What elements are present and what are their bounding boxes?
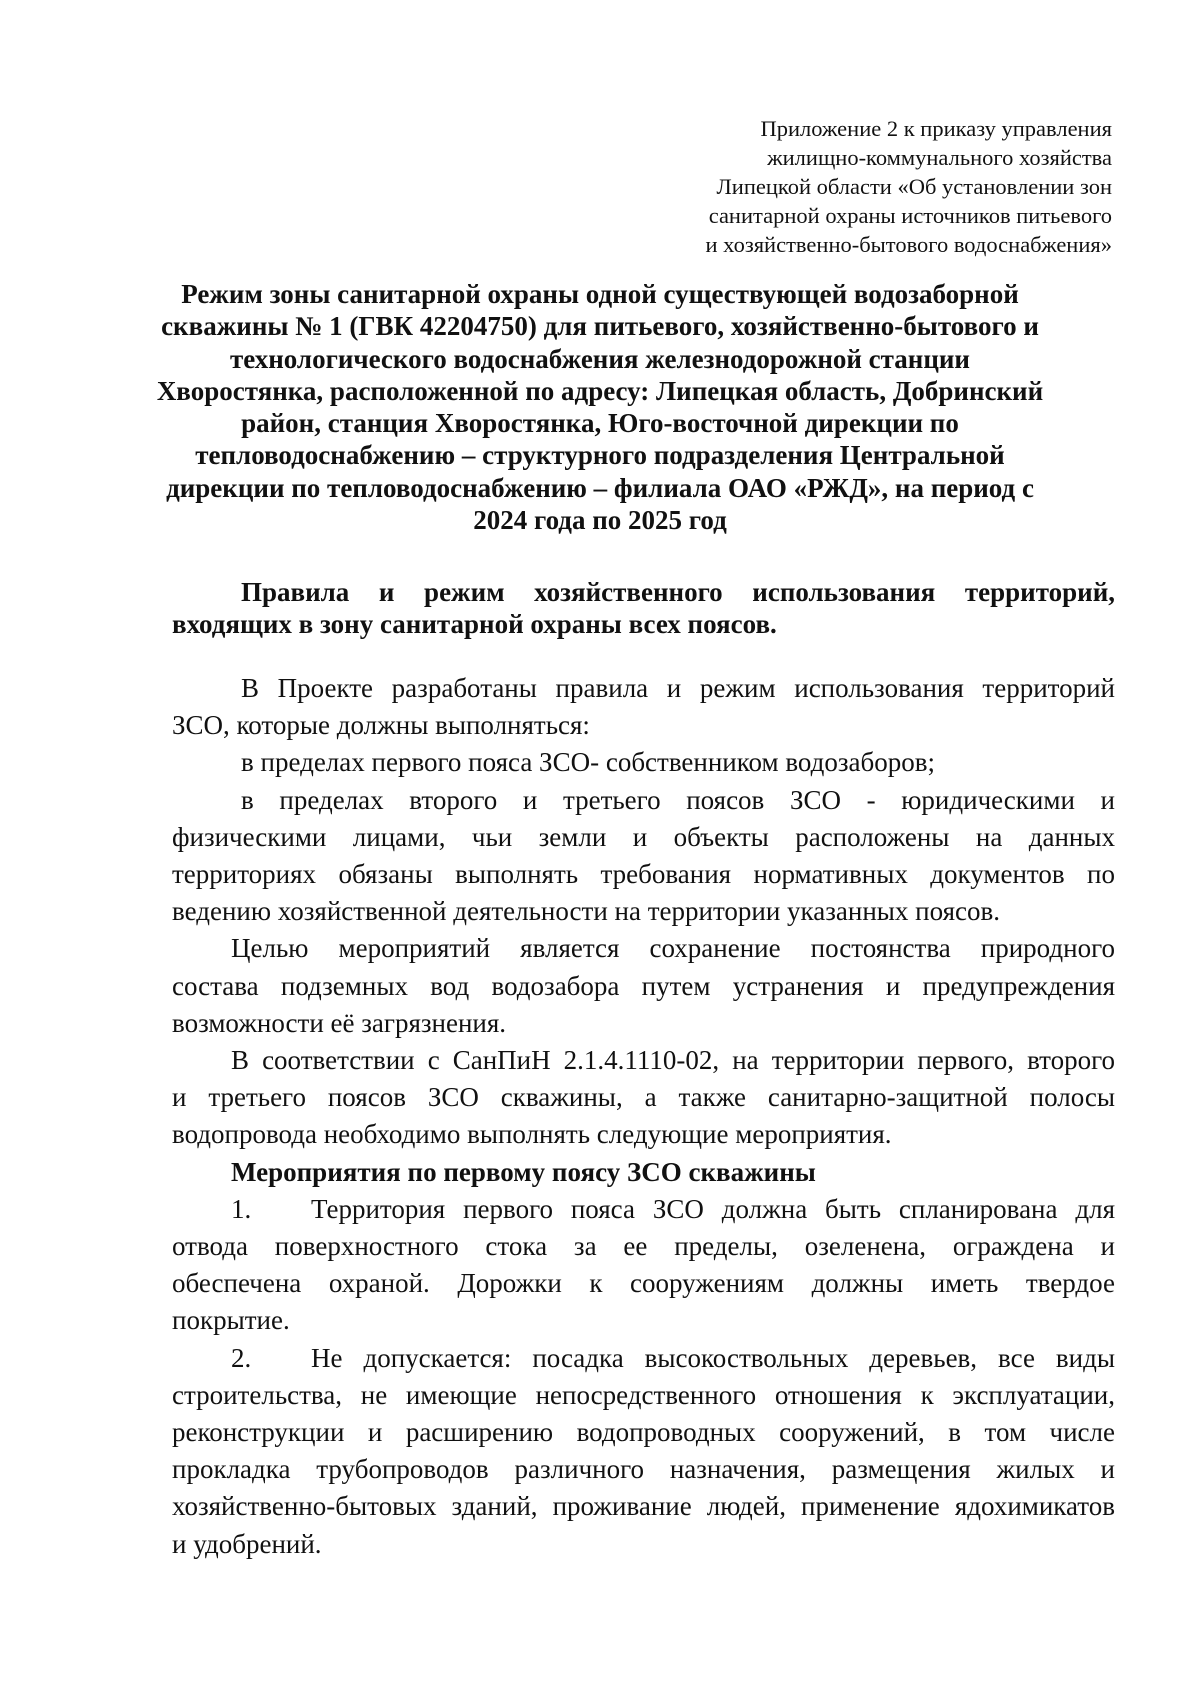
title-line: 2024 года по 2025 год <box>473 505 727 536</box>
paragraph-line: в пределах первого пояса ЗСО- собственником водозаборов; <box>241 747 935 778</box>
section-heading: Мероприятия по первому поясу ЗСО скважины <box>231 1156 816 1187</box>
paragraph-line: в пределах второго и третьего поясов ЗСО - юридическими и <box>241 784 1115 815</box>
title-line: скважины № 1 (ГВК 42204750) для питьевого, хозяйственно-бытового и <box>161 311 1039 342</box>
subtitle-line: Правила и режим хозяйственного использования территорий, <box>241 577 1115 607</box>
paragraph-line: строительства, не имеющие непосредственного отношения к эксплуатации, <box>172 1379 1115 1410</box>
appendix-line: и хозяйственно-бытового водоснабжения» <box>705 232 1112 257</box>
list-item-number: 1. <box>231 1193 252 1224</box>
title-line: дирекции по тепловодоснабжению – филиала ОАО «РЖД», на период с <box>166 472 1034 503</box>
title-line: район, станция Хворостянка, Юго-восточной дирекции по <box>241 408 959 439</box>
appendix-line: Липецкой области «Об установлении зон <box>716 174 1112 199</box>
document-body <box>172 670 1115 1563</box>
paragraph-line: водопровода необходимо выполнять следующие мероприятия. <box>172 1119 892 1150</box>
list-item-number: 2. <box>231 1342 252 1373</box>
paragraph-line: и удобрений. <box>172 1528 322 1559</box>
paragraph-line: обеспечена охраной. Дорожки к сооружениям должны иметь твердое <box>172 1268 1115 1299</box>
paragraph-line: прокладка трубопроводов различного назначения, размещения жилых и <box>172 1454 1115 1485</box>
title-line: тепловодоснабжению – структурного подразделения Центральной <box>195 440 1005 471</box>
appendix-note <box>592 114 1112 259</box>
paragraph-line: ведению хозяйственной деятельности на территории указанных поясов. <box>172 896 1001 927</box>
title-line: технологического водоснабжения железнодорожной станции <box>230 343 970 374</box>
paragraph-line: хозяйственно-бытовых зданий, проживание людей, применение ядохимикатов <box>172 1491 1115 1522</box>
list-item-first-line <box>172 1191 1115 1228</box>
list-item-text: Не допускается: посадка высокоствольных деревьев, все виды <box>311 1342 1115 1373</box>
paragraph-line: и третьего поясов ЗСО скважины, а также санитарно-защитной полосы <box>172 1082 1115 1113</box>
list-item-text: Территория первого пояса ЗСО должна быть спланирована для <box>311 1193 1115 1224</box>
paragraph-line: В соответствии с СанПиН 2.1.4.1110-02, на территории первого, второго <box>231 1045 1115 1076</box>
paragraph-line: состава подземных вод водозабора путем устранения и предупреждения <box>172 970 1115 1001</box>
paragraph-line: В Проекте разработаны правила и режим использования территорий <box>241 673 1115 703</box>
paragraph-line: Целью мероприятий является сохранение постоянства природного <box>231 933 1115 964</box>
paragraph-line: ЗСО, которые должны выполняться: <box>172 710 590 741</box>
title-line: Хворостянка, расположенной по адресу: Липецкая область, Добринский <box>156 375 1044 406</box>
paragraph-line: покрытие. <box>172 1305 290 1336</box>
document-title <box>150 278 1050 536</box>
section-subtitle <box>172 576 1115 640</box>
appendix-line: жилищно-коммунального хозяйства <box>767 145 1112 170</box>
appendix-line: санитарной охраны источников питьевого <box>708 203 1112 228</box>
paragraph-line: возможности её загрязнения. <box>172 1007 507 1038</box>
paragraph-line: отвода поверхностного стока за ее пределы, озеленена, ограждена и <box>172 1231 1115 1262</box>
title-line: Режим зоны санитарной охраны одной существующей водозаборной <box>181 279 1019 309</box>
list-item-first-line <box>172 1340 1115 1377</box>
paragraph-line: физическими лицами, чьи земли и объекты расположены на данных <box>172 821 1115 852</box>
appendix-line: Приложение 2 к приказу управления <box>760 116 1112 141</box>
paragraph-line: реконструкции и расширению водопроводных сооружений, в том числе <box>172 1417 1115 1448</box>
subtitle-line: входящих в зону санитарной охраны всех поясов. <box>172 609 777 639</box>
paragraph-line: территориях обязаны выполнять требования нормативных документов по <box>172 859 1115 890</box>
